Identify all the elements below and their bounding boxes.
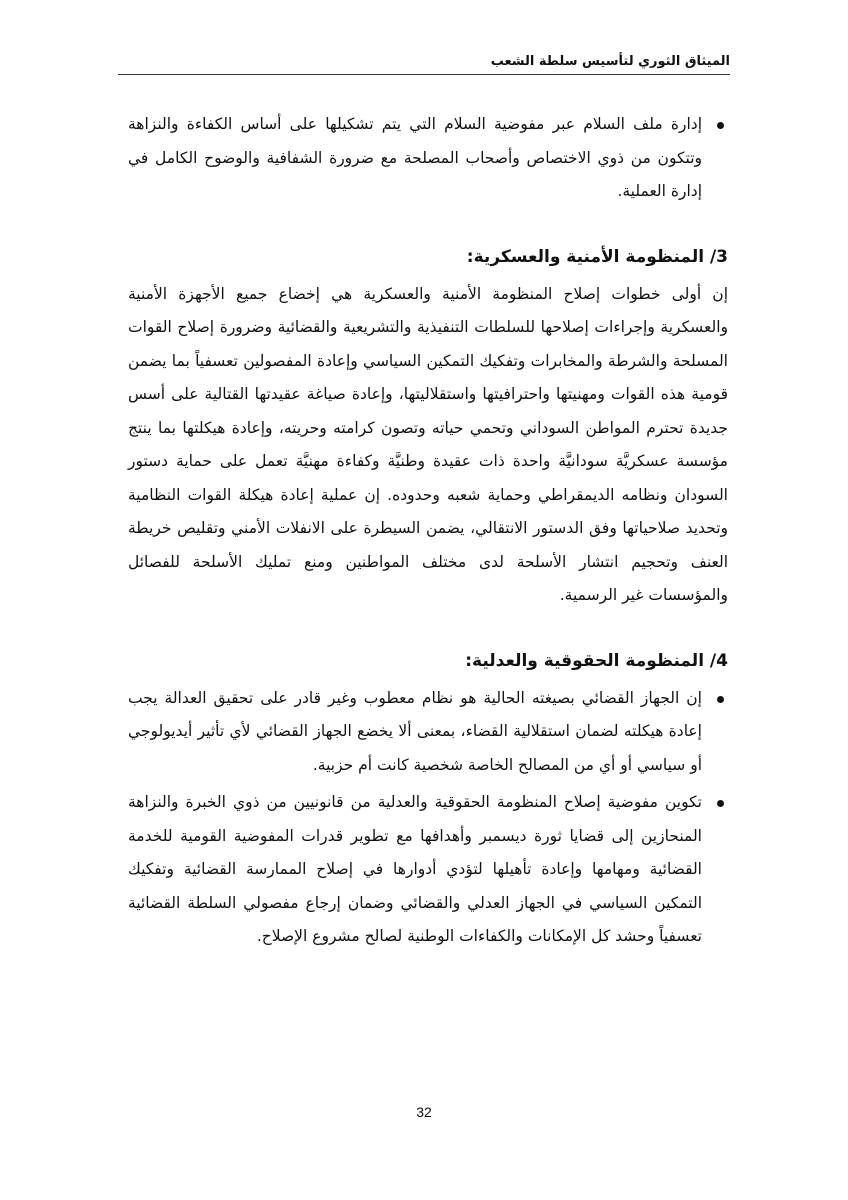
justice-bullet-list bbox=[128, 682, 728, 954]
running-header: الميثاق الثوري لتأسيس سلطة الشعب bbox=[118, 54, 730, 75]
section-paragraph-security: إن أولى خطوات إصلاح المنظومة الأمنية والعسكرية هي إخضاع جميع الأجهزة الأمنية والعسكرية وإجراءات إصلاحها للسلطات التنفيذية والتشريعية والقضائية وضرورة إصلاح القوات المسلحة والشرطة والمخابرات وتفكيك التمكين السياسي وإعادة المفصولين تعسفياً بما يضمن قومية هذه القوات ومهنيتها واحترافيتها واستقلاليتها، وإعادة صياغة عقيدتها القتالية على أسس جديدة تحترم المواطن السوداني وتحمي حياته وتصون كرامته وحريته، وإعادة هيكلتها بما ينتج مؤسسة عسكريَّة سودانيَّة واحدة ذات عقيدة وطنيَّة وكفاءة مهنيَّة تعمل على حماية دستور السودان ونظامه الديمقراطي وحماية شعبه وحدوده. إن عملية إعادة هيكلة القوات النظامية وتحديد صلاحياتها وفق الدستور الانتقالي، يضمن السيطرة على الانفلات الأمني وتقليص خريطة العنف وتحجيم انتشار الأسلحة لدى مختلف المواطنين ومنع تمليك الأسلحة للفصائل والمؤسسات غير الرسمية. bbox=[128, 284, 728, 604]
list-item bbox=[128, 786, 728, 954]
list-item bbox=[128, 682, 728, 783]
bullet-icon bbox=[717, 800, 724, 807]
section-heading-security: 3/ المنظومة الأمنية والعسكرية: bbox=[466, 246, 728, 267]
bullet-icon bbox=[717, 122, 724, 129]
bullet-icon bbox=[717, 696, 724, 703]
bullet-text: تكوين مفوضية إصلاح المنظومة الحقوقية والعدلية من قانونيين من ذوي الخبرة والنزاهة المنحازين إلى قضايا ثورة ديسمبر وأهدافها مع تطوير قدرات المفوضية القومية للخدمة القضائية ومهامها وإعادة تأهيلها لتؤدي أدوارها في إصلاح الممارسة القضائية وتفكيك التمكين السياسي في الجهاز العدلي والقضائي وضمان إرجاع مفصولي السلطة القضائية تعسفياً وحشد كل الإمكانات والكفاءات الوطنية لصالح مشروع الإصلاح. bbox=[128, 793, 702, 945]
bullet-text: إدارة ملف السلام عبر مفوضية السلام التي يتم تشكيلها على أساس الكفاءة والنزاهة وتتكون من ذوي الاختصاص وأصحاب المصلحة مع ضرورة الشفافية والوضوح الكامل في إدارة العملية. bbox=[128, 115, 702, 200]
list-item bbox=[128, 108, 728, 209]
section-heading-justice: 4/ المنظومة الحقوقية والعدلية: bbox=[465, 650, 728, 671]
intro-bullet-list bbox=[128, 108, 728, 209]
bullet-text: إن الجهاز القضائي بصيغته الحالية هو نظام معطوب وغير قادر على تحقيق العدالة يجب إعادة هيكلته لضمان استقلالية القضاء، بمعنى ألا يخضع الجهاز القضائي لأي تأثير أيديولوجي أو سياسي أو أي من المصالح الخاصة شخصية كانت أم حزبية. bbox=[128, 688, 702, 774]
page-content bbox=[128, 108, 728, 954]
page-number: 32 bbox=[416, 1104, 432, 1120]
